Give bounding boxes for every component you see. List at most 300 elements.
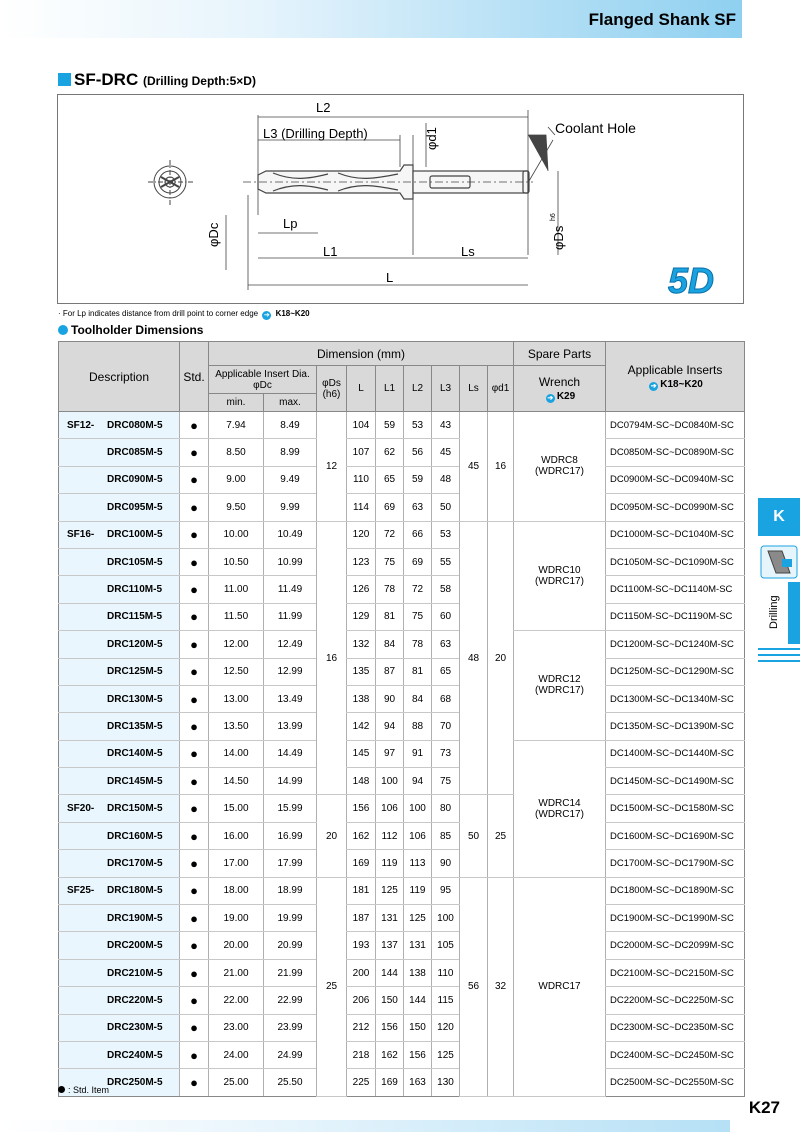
l1-cell: 119	[376, 850, 404, 877]
min-cell: 10.50	[209, 548, 264, 575]
desc-name: DRC080M-5	[107, 419, 163, 431]
l1-cell: 90	[376, 685, 404, 712]
max-cell: 8.49	[264, 412, 317, 439]
drill-drawing	[58, 95, 743, 303]
l3-cell: 130	[432, 1069, 460, 1096]
desc-cell	[59, 959, 180, 986]
desc-name: DRC130M-5	[107, 693, 163, 705]
l-cell: 162	[347, 822, 376, 849]
std-cell: ●	[180, 1041, 209, 1068]
th-applicable-inserts-label: Applicable Inserts	[627, 362, 723, 377]
table-row	[59, 905, 745, 932]
insert-cell: DC0794M-SC~DC0840M-SC	[606, 412, 745, 439]
table-row	[59, 548, 745, 575]
l1-cell: 100	[376, 768, 404, 795]
ds-cell: 12	[317, 412, 347, 522]
desc-name: DRC170M-5	[107, 857, 163, 869]
l2-cell: 119	[404, 877, 432, 904]
l3-cell: 50	[432, 494, 460, 521]
min-cell: 19.00	[209, 905, 264, 932]
l3-cell: 68	[432, 685, 460, 712]
l3-cell: 115	[432, 987, 460, 1014]
l3-cell: 73	[432, 740, 460, 767]
desc-name: DRC110M-5	[107, 584, 163, 596]
l1-cell: 125	[376, 877, 404, 904]
l1-cell: 156	[376, 1014, 404, 1041]
desc-name: DRC105M-5	[107, 556, 163, 568]
desc-cell	[59, 603, 180, 630]
wrench-name: WDRC10	[538, 564, 581, 576]
max-cell: 14.49	[264, 740, 317, 767]
min-cell: 10.00	[209, 521, 264, 548]
desc-cell	[59, 576, 180, 603]
table-row	[59, 740, 745, 767]
insert-cell: DC1800M-SC~DC1890M-SC	[606, 877, 745, 904]
std-cell: ●	[180, 521, 209, 548]
l3-cell: 45	[432, 439, 460, 466]
page-header-title: Flanged Shank SF	[588, 10, 736, 29]
th-wrench-ref-text: K29	[556, 390, 576, 402]
max-cell: 11.99	[264, 603, 317, 630]
l2-cell: 59	[404, 466, 432, 493]
l3-cell: 110	[432, 959, 460, 986]
insert-cell: DC1050M-SC~DC1090M-SC	[606, 548, 745, 575]
l-cell: 135	[347, 658, 376, 685]
table-row	[59, 932, 745, 959]
l2-cell: 144	[404, 987, 432, 1014]
wrench-cell	[514, 740, 606, 877]
min-cell: 23.00	[209, 1014, 264, 1041]
max-cell: 12.49	[264, 631, 317, 658]
max-cell: 21.99	[264, 959, 317, 986]
std-cell: ●	[180, 603, 209, 630]
desc-cell	[59, 795, 180, 822]
desc-cell	[59, 822, 180, 849]
l-cell: 145	[347, 740, 376, 767]
desc-name: DRC150M-5	[107, 803, 163, 815]
table-row	[59, 1041, 745, 1068]
table-row	[59, 850, 745, 877]
desc-cell	[59, 850, 180, 877]
l3-cell: 105	[432, 932, 460, 959]
insert-cell: DC1300M-SC~DC1340M-SC	[606, 685, 745, 712]
std-cell: ●	[180, 713, 209, 740]
table-row	[59, 494, 745, 521]
l1-cell: 78	[376, 576, 404, 603]
l-cell: 212	[347, 1014, 376, 1041]
th-l: L	[347, 366, 376, 412]
side-label-text: Drilling	[768, 595, 780, 629]
section-subtitle: (Drilling Depth:5×D)	[142, 74, 256, 88]
std-cell: ●	[180, 1014, 209, 1041]
footnote-text: : Std. Item	[68, 1085, 110, 1095]
std-cell: ●	[180, 740, 209, 767]
desc-name: DRC125M-5	[107, 666, 163, 678]
max-cell: 18.99	[264, 877, 317, 904]
section-title-text: SF-DRC	[74, 70, 139, 89]
max-cell: 19.99	[264, 905, 317, 932]
th-inserts-ref	[606, 379, 744, 391]
table-row	[59, 603, 745, 630]
desc-cell	[59, 631, 180, 658]
desc-name: DRC210M-5	[107, 967, 163, 979]
l1-cell: 62	[376, 439, 404, 466]
desc-cell	[59, 932, 180, 959]
l1-cell: 162	[376, 1041, 404, 1068]
side-tab-k[interactable]: K	[758, 498, 800, 536]
l-cell: 126	[347, 576, 376, 603]
desc-name: DRC085M-5	[107, 447, 163, 459]
l2-cell: 53	[404, 412, 432, 439]
std-dot-icon	[58, 1086, 65, 1093]
l2-cell: 113	[404, 850, 432, 877]
footnote	[58, 1085, 109, 1095]
std-cell: ●	[180, 548, 209, 575]
l2-cell: 75	[404, 603, 432, 630]
th-wrench	[514, 366, 606, 412]
l-cell: 156	[347, 795, 376, 822]
label-l2: L2	[316, 100, 331, 115]
l-cell: 169	[347, 850, 376, 877]
max-cell: 12.99	[264, 658, 317, 685]
desc-name: DRC095M-5	[107, 501, 163, 513]
note-text: · For Lp indicates distance from drill point to corner edge	[58, 309, 259, 318]
max-cell: 13.99	[264, 713, 317, 740]
l3-cell: 60	[432, 603, 460, 630]
desc-cell	[59, 740, 180, 767]
min-cell: 14.00	[209, 740, 264, 767]
th-insert-dia: Applicable Insert Dia. φDc	[209, 366, 317, 394]
l2-cell: 88	[404, 713, 432, 740]
th-l3: L3	[432, 366, 460, 412]
label-ls: Ls	[461, 244, 475, 259]
std-cell: ●	[180, 877, 209, 904]
l2-cell: 106	[404, 822, 432, 849]
desc-name: DRC250M-5	[107, 1077, 163, 1089]
th-max: max.	[264, 394, 317, 412]
l3-cell: 55	[432, 548, 460, 575]
l-cell: 132	[347, 631, 376, 658]
l3-cell: 85	[432, 822, 460, 849]
desc-cell	[59, 494, 180, 521]
l3-cell: 53	[432, 521, 460, 548]
ls-cell: 45	[460, 412, 488, 522]
label-l3: L3 (Drilling Depth)	[263, 126, 368, 141]
desc-cell	[59, 987, 180, 1014]
label-coolant: Coolant Hole	[555, 120, 636, 136]
th-wrench-ref	[514, 391, 605, 403]
l-cell: 110	[347, 466, 376, 493]
max-cell: 20.99	[264, 932, 317, 959]
l1-cell: 131	[376, 905, 404, 932]
min-cell: 13.00	[209, 685, 264, 712]
wrench-alt: (WDRC17)	[535, 466, 584, 478]
max-cell: 14.99	[264, 768, 317, 795]
l-cell: 187	[347, 905, 376, 932]
label-ds-sup: h6	[550, 213, 557, 221]
table-row	[59, 685, 745, 712]
l2-cell: 84	[404, 685, 432, 712]
std-cell: ●	[180, 959, 209, 986]
std-cell: ●	[180, 850, 209, 877]
label-l1: L1	[323, 244, 338, 259]
insert-cell: DC1900M-SC~DC1990M-SC	[606, 905, 745, 932]
th-ds-label: φDs	[322, 377, 341, 389]
table-row	[59, 439, 745, 466]
table-row	[59, 822, 745, 849]
ls-cell: 48	[460, 521, 488, 795]
l2-cell: 94	[404, 768, 432, 795]
desc-cell	[59, 521, 180, 548]
ds-cell: 20	[317, 795, 347, 877]
table-row	[59, 795, 745, 822]
table-row	[59, 466, 745, 493]
l1-cell: 137	[376, 932, 404, 959]
insert-cell: DC0900M-SC~DC0940M-SC	[606, 466, 745, 493]
desc-name: DRC090M-5	[107, 474, 163, 486]
l2-cell: 138	[404, 959, 432, 986]
min-cell: 17.00	[209, 850, 264, 877]
min-cell: 14.50	[209, 768, 264, 795]
insert-cell: DC1700M-SC~DC1790M-SC	[606, 850, 745, 877]
l3-cell: 58	[432, 576, 460, 603]
bottom-bar	[0, 1120, 730, 1132]
max-cell: 9.49	[264, 466, 317, 493]
l1-cell: 94	[376, 713, 404, 740]
insert-cell: DC2500M-SC~DC2550M-SC	[606, 1069, 745, 1096]
desc-name: DRC135M-5	[107, 720, 163, 732]
std-cell: ●	[180, 905, 209, 932]
l1-cell: 97	[376, 740, 404, 767]
table-row	[59, 877, 745, 904]
min-cell: 21.00	[209, 959, 264, 986]
table-row	[59, 1014, 745, 1041]
th-spare-parts: Spare Parts	[514, 342, 606, 366]
note	[58, 309, 310, 320]
desc-prefix: SF20-	[67, 803, 95, 815]
table-row	[59, 959, 745, 986]
insert-cell: DC2300M-SC~DC2350M-SC	[606, 1014, 745, 1041]
l-cell: 193	[347, 932, 376, 959]
label-dc: φDc	[206, 222, 221, 247]
insert-cell: DC0850M-SC~DC0890M-SC	[606, 439, 745, 466]
desc-cell	[59, 713, 180, 740]
wrench-name: WDRC8	[541, 455, 578, 467]
desc-name: DRC145M-5	[107, 775, 163, 787]
l3-cell: 63	[432, 631, 460, 658]
bullet-dot-icon	[58, 325, 68, 335]
l2-cell: 163	[404, 1069, 432, 1096]
desc-name: DRC190M-5	[107, 912, 163, 924]
desc-cell	[59, 658, 180, 685]
max-cell: 16.99	[264, 822, 317, 849]
l2-cell: 100	[404, 795, 432, 822]
insert-cell: DC0950M-SC~DC0990M-SC	[606, 494, 745, 521]
desc-name: DRC115M-5	[107, 611, 163, 623]
std-cell: ●	[180, 1069, 209, 1096]
wrench-cell	[514, 521, 606, 631]
l3-cell: 48	[432, 466, 460, 493]
std-cell: ●	[180, 439, 209, 466]
wrench-name: WDRC14	[538, 797, 581, 809]
min-cell: 11.00	[209, 576, 264, 603]
side-label	[766, 585, 786, 645]
l-cell: 200	[347, 959, 376, 986]
desc-cell	[59, 1014, 180, 1041]
l-cell: 225	[347, 1069, 376, 1096]
th-applicable-inserts	[606, 342, 745, 412]
std-cell: ●	[180, 685, 209, 712]
max-cell: 10.49	[264, 521, 317, 548]
l-cell: 114	[347, 494, 376, 521]
min-cell: 15.00	[209, 795, 264, 822]
insert-cell: DC1100M-SC~DC1140M-SC	[606, 576, 745, 603]
l-cell: 206	[347, 987, 376, 1014]
l-cell: 218	[347, 1041, 376, 1068]
std-cell: ●	[180, 576, 209, 603]
min-cell: 25.00	[209, 1069, 264, 1096]
desc-cell	[59, 905, 180, 932]
std-cell: ●	[180, 932, 209, 959]
th-description: Description	[59, 342, 180, 412]
desc-prefix: SF25-	[67, 885, 95, 897]
std-cell: ●	[180, 658, 209, 685]
insert-cell: DC1600M-SC~DC1690M-SC	[606, 822, 745, 849]
l-cell: 129	[347, 603, 376, 630]
arrow-right-icon: ➔	[263, 312, 270, 319]
l1-cell: 106	[376, 795, 404, 822]
std-cell: ●	[180, 466, 209, 493]
desc-name: DRC180M-5	[107, 885, 163, 897]
th-l2: L2	[404, 366, 432, 412]
front-view	[148, 160, 193, 205]
toolholder-table	[58, 341, 745, 1097]
desc-cell	[59, 685, 180, 712]
desc-name: DRC230M-5	[107, 1022, 163, 1034]
min-cell: 9.50	[209, 494, 264, 521]
l3-cell: 43	[432, 412, 460, 439]
th-min: min.	[209, 394, 264, 412]
l3-cell: 125	[432, 1041, 460, 1068]
min-cell: 12.00	[209, 631, 264, 658]
l2-cell: 125	[404, 905, 432, 932]
table-row	[59, 987, 745, 1014]
l1-cell: 169	[376, 1069, 404, 1096]
std-cell: ●	[180, 494, 209, 521]
wrench-cell	[514, 631, 606, 741]
desc-cell	[59, 768, 180, 795]
insert-cell: DC2200M-SC~DC2250M-SC	[606, 987, 745, 1014]
ds-cell: 25	[317, 877, 347, 1096]
wrench-alt: (WDRC17)	[535, 575, 584, 587]
th-wrench-label: Wrench	[538, 374, 581, 389]
max-cell: 15.99	[264, 795, 317, 822]
l3-cell: 70	[432, 713, 460, 740]
desc-cell	[59, 877, 180, 904]
wrench-cell	[514, 412, 606, 522]
l2-cell: 69	[404, 548, 432, 575]
l2-cell: 91	[404, 740, 432, 767]
max-cell: 10.99	[264, 548, 317, 575]
l3-cell: 90	[432, 850, 460, 877]
min-cell: 16.00	[209, 822, 264, 849]
wrench-alt: (WDRC17)	[535, 685, 584, 697]
min-cell: 8.50	[209, 439, 264, 466]
desc-name: DRC100M-5	[107, 529, 163, 541]
label-ds: φDs	[551, 225, 566, 250]
insert-cell: DC1500M-SC~DC1580M-SC	[606, 795, 745, 822]
l1-cell: 150	[376, 987, 404, 1014]
table-row	[59, 631, 745, 658]
insert-cell: DC1200M-SC~DC1240M-SC	[606, 631, 745, 658]
ls-cell: 56	[460, 877, 488, 1096]
l-cell: 120	[347, 521, 376, 548]
th-inserts-ref-text: K18~K20	[660, 378, 703, 390]
section-title	[58, 70, 256, 90]
th-ls: Ls	[460, 366, 488, 412]
arrow-right-icon: ➔	[547, 394, 554, 402]
min-cell: 13.50	[209, 713, 264, 740]
insert-cell: DC1000M-SC~DC1040M-SC	[606, 521, 745, 548]
min-cell: 9.00	[209, 466, 264, 493]
l2-cell: 131	[404, 932, 432, 959]
th-d1: φd1	[488, 366, 514, 412]
drill-insert-icon	[760, 545, 798, 579]
table-row	[59, 576, 745, 603]
wrench-alt: (WDRC17)	[535, 808, 584, 820]
d1-cell: 32	[488, 877, 514, 1096]
subsection-title	[58, 323, 203, 337]
table-body	[59, 412, 745, 1097]
d1-cell: 20	[488, 521, 514, 795]
l3-cell: 120	[432, 1014, 460, 1041]
max-cell: 17.99	[264, 850, 317, 877]
l2-cell: 81	[404, 658, 432, 685]
section-square-icon	[58, 73, 71, 86]
table-row	[59, 412, 745, 439]
th-dimension: Dimension (mm)	[209, 342, 514, 366]
desc-prefix: SF16-	[67, 529, 95, 541]
std-cell: ●	[180, 631, 209, 658]
desc-name: DRC140M-5	[107, 748, 163, 760]
desc-name: DRC160M-5	[107, 830, 163, 842]
l1-cell: 144	[376, 959, 404, 986]
max-cell: 11.49	[264, 576, 317, 603]
min-cell: 12.50	[209, 658, 264, 685]
insert-cell: DC2400M-SC~DC2450M-SC	[606, 1041, 745, 1068]
max-cell: 8.99	[264, 439, 317, 466]
l3-cell: 95	[432, 877, 460, 904]
side-bar	[788, 582, 800, 644]
badge-5d: 5D	[668, 260, 715, 301]
table-row	[59, 713, 745, 740]
l-cell: 107	[347, 439, 376, 466]
l-cell: 104	[347, 412, 376, 439]
l2-cell: 56	[404, 439, 432, 466]
min-cell: 7.94	[209, 412, 264, 439]
std-cell: ●	[180, 768, 209, 795]
l2-cell: 156	[404, 1041, 432, 1068]
drill-body	[243, 165, 533, 199]
th-l1: L1	[376, 366, 404, 412]
desc-name: DRC240M-5	[107, 1049, 163, 1061]
ds-cell: 16	[317, 521, 347, 795]
desc-cell	[59, 412, 180, 439]
label-d1: φd1	[424, 127, 439, 150]
min-cell: 20.00	[209, 932, 264, 959]
insert-cell: DC1150M-SC~DC1190M-SC	[606, 603, 745, 630]
min-cell: 22.00	[209, 987, 264, 1014]
